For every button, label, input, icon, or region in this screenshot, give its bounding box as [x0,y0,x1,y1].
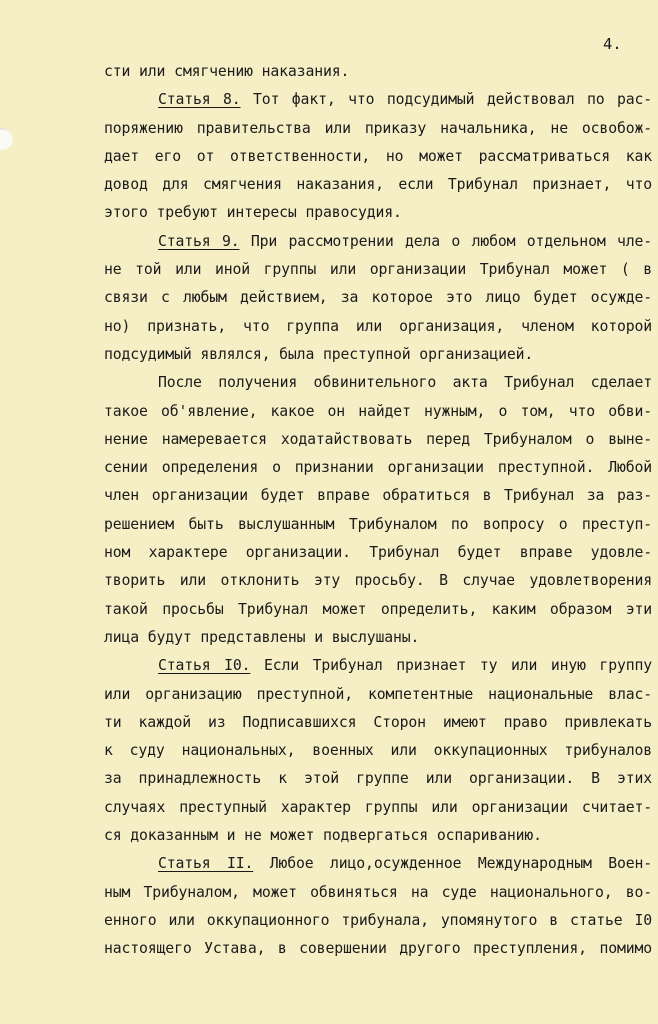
text-line [104,681,652,709]
line-text: лица будут представлены и выслушаны. [104,628,420,646]
text-line [104,624,658,652]
line-text: или организацию преступной, компетентные национальные влас- [104,685,652,703]
line-text: этого требуют интересы правосудия. [104,204,402,222]
text-line [104,115,652,143]
line-text: творить или отклонить эту просьбу. В случае удовлетворения [104,572,652,590]
line-text: нение намеревается ходатайствовать перед Трибуналом о выне- [104,430,652,448]
text-line [104,454,652,482]
punch-hole [0,128,13,150]
text-line [104,143,652,171]
article-heading: Статья II. [158,855,254,873]
text-line [104,567,652,595]
text-line [104,539,652,567]
text-line [104,879,652,907]
line-text: такой просьбы Трибунал может определить, каким образом эти [104,600,652,618]
article-heading: Статья I0. [158,657,251,675]
text-line [104,369,652,397]
article-heading: Статья 8. [158,91,241,109]
text-line [104,511,652,539]
text-line [104,284,652,312]
text-line [104,935,652,963]
article-first-line [104,228,652,256]
line-text: сти или смягчению наказания. [104,63,350,80]
line-text: подсудимый являлся, была преступной организацией. [104,345,534,363]
text-line [104,171,652,199]
text-line [104,199,658,227]
text-line [104,765,652,793]
document-body [104,58,658,964]
line-text: ным Трибуналом, может обвиняться на суде национального, во- [104,883,652,901]
line-text: Если Трибунал признает ту или иную группу [263,657,652,675]
text-line [104,907,652,935]
page-number: 4. [603,35,622,53]
line-text: дает его от ответственности, но может рассматриваться как [104,147,652,165]
text-line [104,709,652,737]
text-line [104,256,652,284]
line-text: к суду национальных, военных или оккупационных трибуналов [104,742,652,760]
line-text: поряжению правительства или приказу начальника, не освобож- [104,119,652,137]
line-text: ся доказанным и не может подвергаться оспариванию. [104,827,542,845]
line-text: Тот факт, что подсудимый действовал по рас- [253,91,652,109]
line-text: такое об'явление, какое он найдет нужным, о том, что обви- [104,402,652,420]
text-line [104,313,652,341]
line-text: связи с любым действием, за которое это лицо будет осужде- [104,289,652,307]
text-line [104,341,658,369]
line-text: случаях преступный характер группы или организации считает- [104,798,652,816]
text-line [104,822,658,850]
text-line [104,426,652,454]
text-line [104,482,652,510]
line-text: настоящего Устава, в совершении другого преступления, помимо [104,940,652,958]
line-text: член организации будет вправе обратиться в Трибунал за раз- [104,487,652,505]
line-text: но) признать, что группа или организация, членом которой [104,317,652,335]
line-text: ном характере организации. Трибунал будет вправе удовле- [104,544,652,562]
text-line [104,794,652,822]
text-line [104,58,658,86]
line-text: не той или иной группы или организации Трибунал может ( в [104,261,652,279]
line-text: При рассмотрении дела о любом отдельном чле- [250,232,653,250]
text-line [104,398,652,426]
text-line [104,737,652,765]
text-line [104,596,652,624]
line-text: довод для смягчения наказания, если Трибунал признает, что [104,176,652,194]
article-first-line [104,850,652,878]
line-text: сении определения о признании организации преступной. Любой [104,459,652,477]
line-text: ти каждой из Подписавшихся Сторон имеют право привлекать [104,713,652,731]
article-heading: Статья 9. [158,232,240,250]
line-text: енного или оккупационного трибунала, упомянутого в статье I0 [104,911,652,929]
line-text: После получения обвинительного акта Трибунал сделает [158,374,652,392]
line-text: решением быть выслушанным Трибуналом по вопросу о преступ- [104,515,652,533]
line-text: за принадлежность к этой группе или организации. В этих [104,770,652,788]
line-text: Любое лицо,осужденное Международным Воен- [269,855,652,873]
article-first-line [104,86,652,114]
article-first-line [104,652,652,680]
